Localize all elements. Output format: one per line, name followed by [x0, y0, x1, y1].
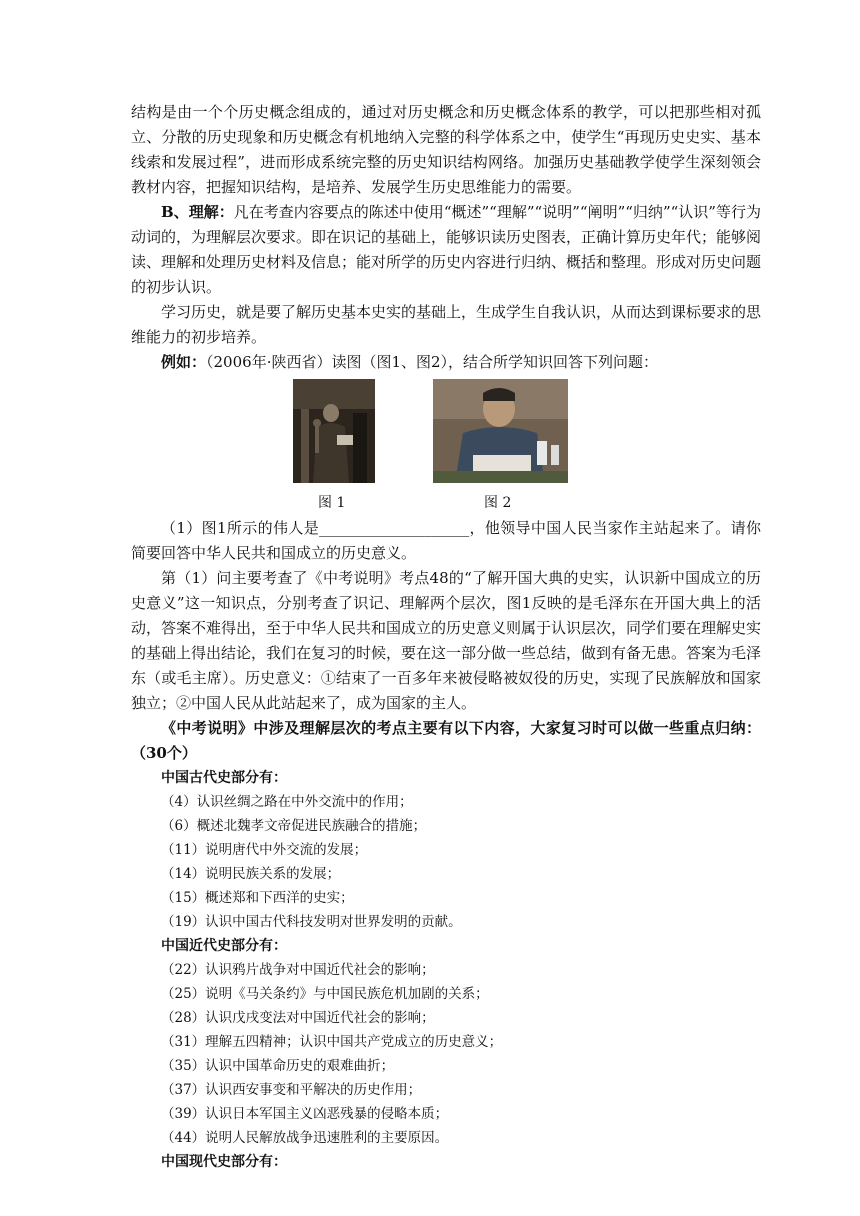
- paragraph-understanding: [131, 200, 761, 300]
- paragraph-question: （1）图1所示的伟人是____________________，他领导中国人民当家作主站起来了。请你简要回答中华人民共和国成立的历史意义。: [131, 519, 761, 562]
- understanding-label: B、理解：: [161, 203, 234, 221]
- document-body: [131, 100, 761, 1174]
- list-item: （15）概述郑和下西洋的史实；: [161, 890, 354, 906]
- list-item: （4）认识丝绸之路在中外交流中的作用；: [161, 794, 413, 810]
- paragraph-knowledge-structure: 结构是由一个个历史概念组成的，通过对历史概念和历史概念体系的教学，可以把那些相对孤立、分散的历史现象和历史概念有机地纳入完整的科学体系之中，使学生“再现历史史实、基本线索和发展过程”，进而形成系统完整的历史知识结构网络。加强历史基础教学使学生深刻领会教材内容，把握知识结构，是培养、发展学生历史思维能力的需要。: [131, 103, 761, 196]
- paragraph-analysis: 第（1）问主要考查了《中考说明》考点48的“了解开国大典的史实，认识新中国成立的历史意义”这一知识点，分别考查了识记、理解两个层次，图1反映的是毛泽东在开国大典上的活动，答案不难得出，至于中华人民共和国成立的历史意义则属于认识层次，同学们要在理解史实的基础上得出结论，我们在复习的时候，要在这一部分做一些总结，做到有备无患。答案为毛泽东（或毛主席）。历史意义：①结束了一百多年来被侵略被奴役的历史，实现了民族解放和国家独立；②中国人民从此站起来了，成为国家的主人。: [131, 569, 762, 712]
- paragraph-example: [131, 350, 761, 375]
- list-item: （28）认识戊戌变法对中国近代社会的影响；: [161, 1010, 435, 1026]
- example-text: （2006年·陕西省）读图（图1、图2），结合所学知识回答下列问题：: [206, 353, 659, 371]
- example-label: 例如：: [161, 353, 207, 371]
- list-item: （35）认识中国革命历史的艰难曲折；: [161, 1058, 395, 1074]
- section-heading-contemporary: 中国现代史部分有：: [161, 1154, 287, 1170]
- figures-row: [131, 379, 761, 491]
- figure-1-photo: [293, 379, 375, 483]
- list-item: （37）认识西安事变和平解决的历史作用；: [161, 1082, 422, 1098]
- list-item: （39）认识日本军国主义凶恶残暴的侵略本质；: [161, 1106, 449, 1122]
- list-item: （19）认识中国古代科技发明对世界发明的贡献。: [161, 914, 462, 930]
- list-item: （44）说明人民解放战争迅速胜利的主要原因。: [161, 1130, 449, 1146]
- list-item: （22）认识鸦片战争对中国近代社会的影响；: [161, 962, 435, 978]
- list-item: （6）概述北魏孝文帝促进民族融合的措施；: [161, 818, 427, 834]
- list-item: （31）理解五四精神；认识中国共产党成立的历史意义；: [161, 1034, 503, 1050]
- paragraph-summary: 《中考说明》中涉及理解层次的考点主要有以下内容，大家复习时可以做一些重点归纳：（30个）: [131, 719, 761, 762]
- list-item: （11）说明唐代中外交流的发展；: [161, 842, 368, 858]
- list-item: （14）说明民族关系的发展；: [161, 866, 341, 882]
- section-heading-ancient: 中国古代史部分有：: [161, 770, 287, 786]
- figure-2-caption: 图 2: [484, 495, 512, 511]
- paragraph-learning-history: 学习历史，就是要了解历史基本史实的基础上，生成学生自我认识，从而达到课标要求的思维能力的初步培养。: [131, 303, 762, 346]
- figure-1-caption: 图 1: [318, 495, 346, 511]
- figure-2-photo: [433, 379, 568, 483]
- section-heading-modern: 中国近代史部分有：: [161, 938, 287, 954]
- figure-captions: [131, 491, 761, 516]
- list-item: （25）说明《马关条约》与中国民族危机加剧的关系；: [161, 986, 489, 1002]
- understanding-text: 凡在考查内容要点的陈述中使用“概述”“理解”“说明”“阐明”“归纳”“认识”等行为动词的，为理解层次要求。即在识记的基础上，能够识读历史图表，正确计算历史年代；能够阅读、理解和处理历史材料及信息；能对所学的历史内容进行归纳、概括和整理。形成对历史问题的初步认识。: [131, 203, 762, 296]
